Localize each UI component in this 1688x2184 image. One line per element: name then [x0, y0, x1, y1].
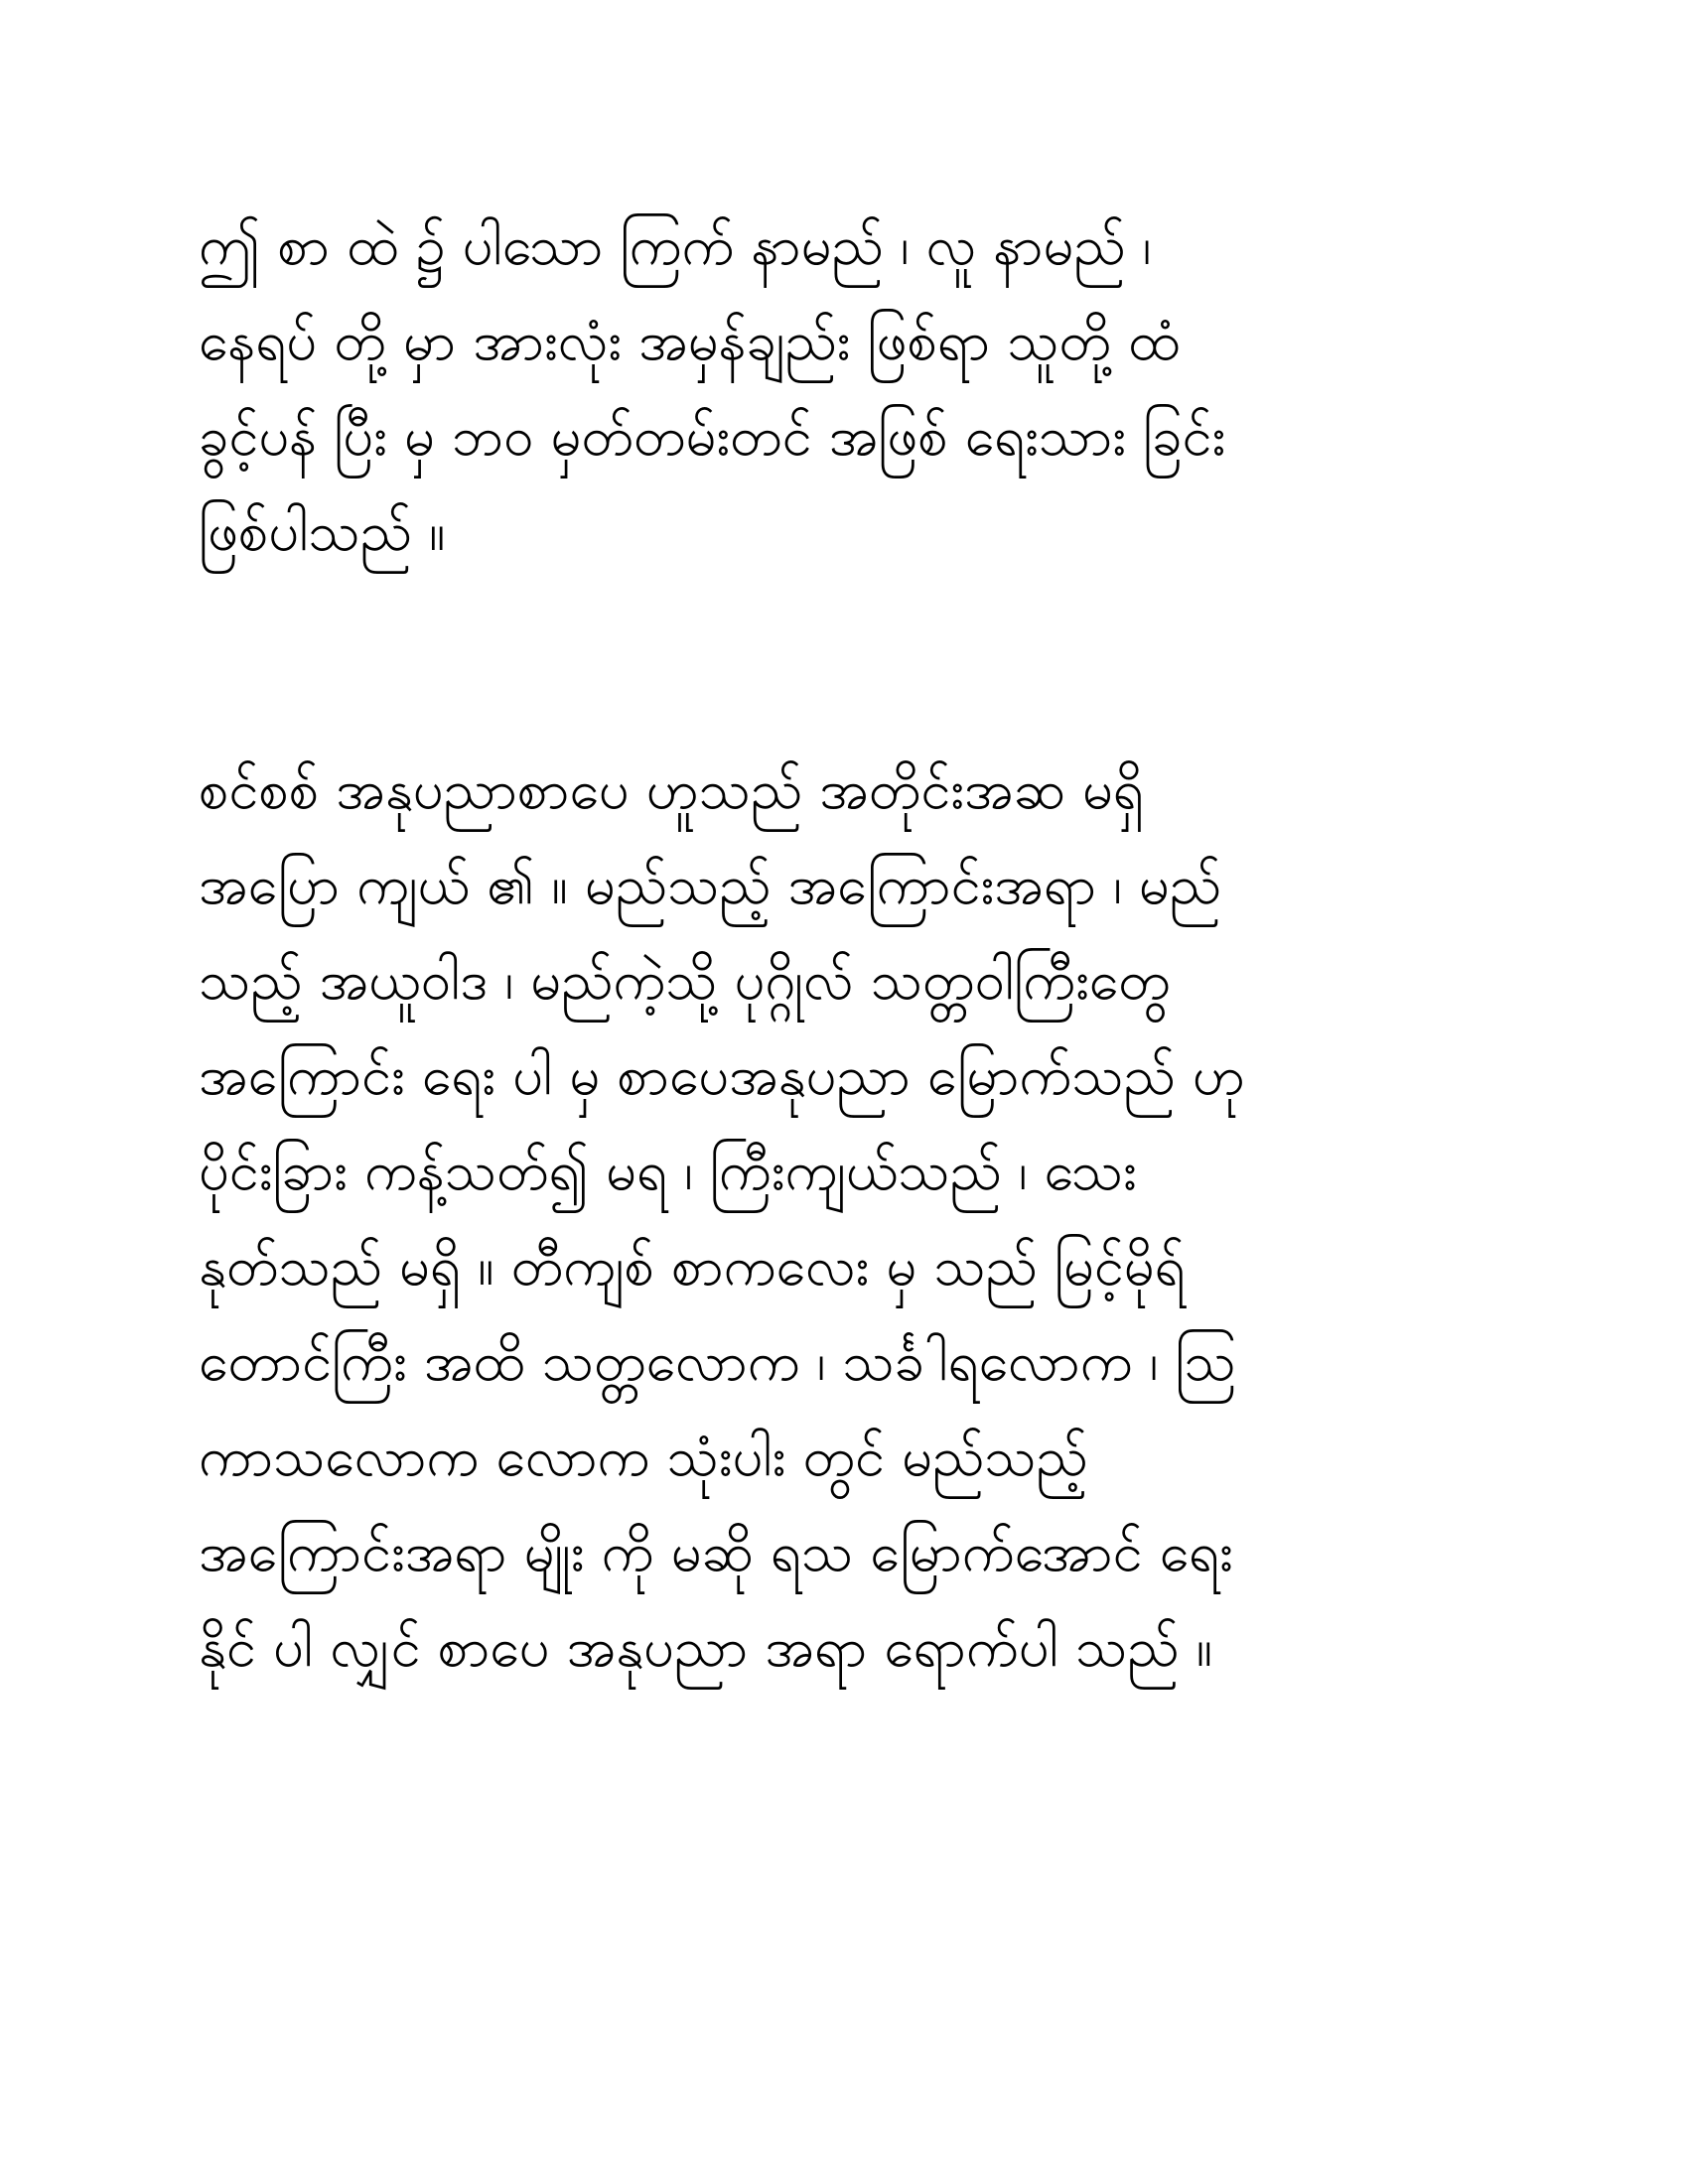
text-line: ဤ စာ ထဲ ၌ ပါသော ကြက် နာမည် ၊ လူ နာမည် ၊	[199, 214, 1152, 277]
text-line: သည့် အယူဝါဒ ၊ မည်ကဲ့သို့ ပုဂ္ဂိုလ် သတ္တဝါကြီးတွေ	[199, 949, 1171, 1012]
text-line: အကြောင်းအရာ မျိုး ကို မဆို ရသ မြောက်အောင် ရေး	[199, 1521, 1233, 1583]
text-line: အကြောင်း ရေး ပါ မှ စာပေအနုပညာ မြောက်သည် ဟု	[199, 1044, 1245, 1107]
text-line: ပိုင်းခြား ကန့်သတ်၍ မရ ၊ ကြီးကျယ်သည် ၊ သေး	[199, 1140, 1137, 1202]
paragraph-art-literature	[199, 743, 1499, 1696]
text-line: အပြော ကျယ် ၏ ။ မည်သည့် အကြောင်းအရာ ၊ မည်	[199, 854, 1221, 916]
text-line: ခွင့်ပန် ပြီး မှ ဘဝ မှတ်တမ်းတင် အဖြစ် ရေးသား ခြင်း	[199, 405, 1226, 468]
text-line: တောင်ကြီး အထိ သတ္တလောက ၊ သင်္ခါရလောက ၊ ဩ	[199, 1330, 1236, 1393]
text-line: ကာသလောက လောက သုံးပါး တွင် မည်သည့်	[199, 1426, 1088, 1488]
text-line: နုတ်သည် မရှိ ။ တီကျစ် စာကလေး မှ သည် မြင့်မိုရ်	[199, 1235, 1186, 1297]
paragraph-intro-note	[199, 199, 1499, 580]
text-line: နေရပ် တို့ မှာ အားလုံး အမှန်ချည်း ဖြစ်ရာ သူတို့ ထံ	[199, 310, 1181, 372]
text-line: ဖြစ်ပါသည် ။	[199, 500, 446, 563]
text-line: စင်စစ် အနုပညာစာပေ ဟူသည် အတိုင်းအဆ မရှိ	[199, 758, 1144, 821]
text-line: နိုင် ပါ လျှင် စာပေ အနုပညာ အရာ ရောက်ပါ သည် ။	[199, 1616, 1212, 1679]
